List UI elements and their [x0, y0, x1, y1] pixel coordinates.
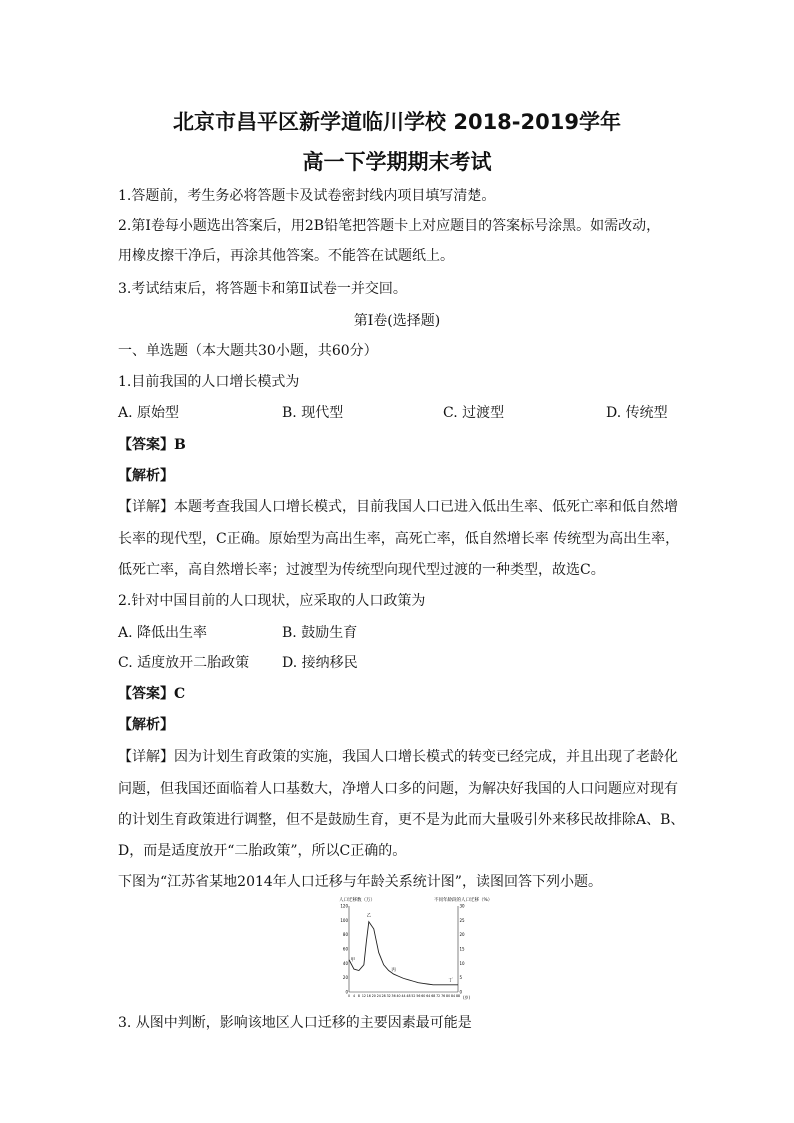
q2-detail-line-3: 的计划生育政策进行调整，但不是鼓励生育，更不是为此而大量吸引外来移民故排除A、B、: [118, 812, 685, 828]
x-tick-label: 0: [347, 994, 351, 998]
instruction-2: 2.第Ⅰ卷每小题选出答案后，用2B铅笔把答题卡上对应题目的答案标号涂黑。如需改动，: [118, 218, 661, 234]
x-tick-label: 44: [401, 994, 406, 998]
q2-option-b: B. 鼓励生育: [282, 625, 358, 641]
x-tick-label: 16: [366, 994, 371, 998]
x-tick-label: 20: [371, 994, 376, 998]
q2-analysis-label: 【解析】: [118, 717, 174, 733]
curve-point-label: 丙: [391, 967, 396, 973]
right-tick-label: 0: [459, 989, 463, 995]
left-tick-label: 40: [342, 960, 348, 966]
left-tick-label: 80: [342, 932, 348, 938]
x-tick-label: 8: [357, 994, 360, 998]
q2-detail-line-1: 【详解】因为计划生育政策的实施，我国人口增长模式的转变已经完成，并且出现了老龄化: [118, 749, 678, 765]
left-tick-label: 0: [345, 989, 348, 995]
q1-option-d: D. 传统型: [606, 405, 668, 421]
x-tick-label: 72: [436, 994, 441, 998]
q1-answer: 【答案】B: [118, 437, 186, 453]
q1-detail-line-3: 低死亡率，高自然增长率；过渡型为传统型向现代型过渡的一种类型，故选C。: [118, 562, 605, 578]
curve-point-label: 丁: [448, 978, 453, 984]
x-tick-label: 36: [391, 994, 396, 998]
instruction-3: 3.考试结束后，将答题卡和第Ⅱ试卷一并交回。: [118, 281, 407, 297]
right-axis-title: 不同年龄段的人口迁移（%）: [434, 898, 493, 903]
q2-option-c: C. 适度放开二胎政策: [118, 655, 250, 671]
q1-analysis-label: 【解析】: [118, 468, 174, 484]
x-tick-label: 12: [361, 994, 366, 998]
x-tick-label: 48: [406, 994, 411, 998]
part-title: 一、单选题（本大题共30小题，共60分）: [118, 343, 378, 359]
q3-intro: 下图为“江苏省某地2014年人口迁移与年龄关系统计图”，读图回答下列小题。: [118, 874, 602, 890]
x-tick-label: 40: [396, 994, 401, 998]
q2-detail-line-2: 问题，但我国还面临着人口基数大，净增人口多的问题，为解决好我国的人口问题应对现有: [118, 781, 678, 797]
x-tick-label: 4: [352, 994, 355, 998]
migration-curve: [349, 922, 458, 985]
x-tick-label: 84: [451, 994, 456, 998]
q1-detail-line-2: 长率的现代型，C正确。原始型为高出生率，高死亡率，低自然增长率 传统型为高出生率，: [118, 531, 680, 547]
q1-option-a: A. 原始型: [118, 405, 180, 421]
x-tick-label: 32: [386, 994, 391, 998]
curve-point-label: 甲: [350, 957, 355, 963]
migration-age-chart: [338, 896, 493, 1000]
instruction-1: 1.答题前，考生务必将答题卡及试卷密封线内项目填写清楚。: [118, 188, 496, 204]
right-tick-label: 20: [459, 932, 465, 938]
q2-stem: 2.针对中国目前的人口现状，应采取的人口政策为: [118, 593, 426, 609]
right-tick-label: 10: [459, 960, 465, 966]
q1-stem: 1.目前我国的人口增长模式为: [118, 374, 300, 390]
x-tick-label: 88: [455, 994, 461, 998]
q1-detail-line-1: 【详解】本题考查我国人口增长模式，目前我国人口已进入低出生率、低死亡率和低自然增: [118, 499, 678, 515]
left-tick-label: 60: [342, 946, 348, 952]
x-tick-label: 68: [431, 994, 436, 998]
q2-detail-line-4: D，而是适度放开“二胎政策”，所以C正确的。: [118, 843, 407, 859]
x-tick-label: 52: [411, 994, 416, 998]
q2-option-d: D. 接纳移民: [282, 655, 358, 671]
q3-stem: 3. 从图中判断，影响该地区人口迁移的主要因素最可能是: [118, 1015, 472, 1031]
document-title: 北京市昌平区新学道临川学校 2018-2019学年: [173, 110, 621, 134]
x-tick-label: 76: [441, 994, 446, 998]
curve-point-label: 乙: [366, 913, 372, 919]
x-tick-label: 80: [446, 994, 451, 998]
document-subtitle: 高一下学期期末考试: [302, 150, 492, 174]
q2-option-a: A. 降低出生率: [118, 625, 208, 641]
left-tick-label: 20: [342, 975, 348, 981]
instruction-2-cont: 用橡皮擦干净后，再涂其他答案。不能答在试题纸上。: [118, 248, 454, 264]
x-tick-label: 56: [416, 994, 421, 998]
x-axis-unit: (岁): [463, 995, 471, 1000]
x-tick-label: 28: [381, 994, 386, 998]
q1-option-b: B. 现代型: [282, 405, 344, 421]
left-tick-label: 120: [340, 903, 348, 909]
right-tick-label: 5: [459, 975, 463, 981]
left-axis-title: 人口迁移数（万）: [339, 898, 375, 903]
q1-option-c: C. 过渡型: [443, 405, 505, 421]
x-tick-label: 24: [376, 994, 381, 998]
section-title: 第Ⅰ卷(选择题): [353, 313, 441, 329]
right-tick-label: 25: [459, 917, 465, 923]
right-tick-label: 30: [459, 903, 465, 909]
x-tick-label: 64: [426, 994, 431, 998]
left-tick-label: 100: [340, 917, 348, 923]
x-tick-label: 60: [421, 994, 426, 998]
right-tick-label: 15: [459, 946, 465, 952]
q2-answer: 【答案】C: [118, 686, 186, 702]
